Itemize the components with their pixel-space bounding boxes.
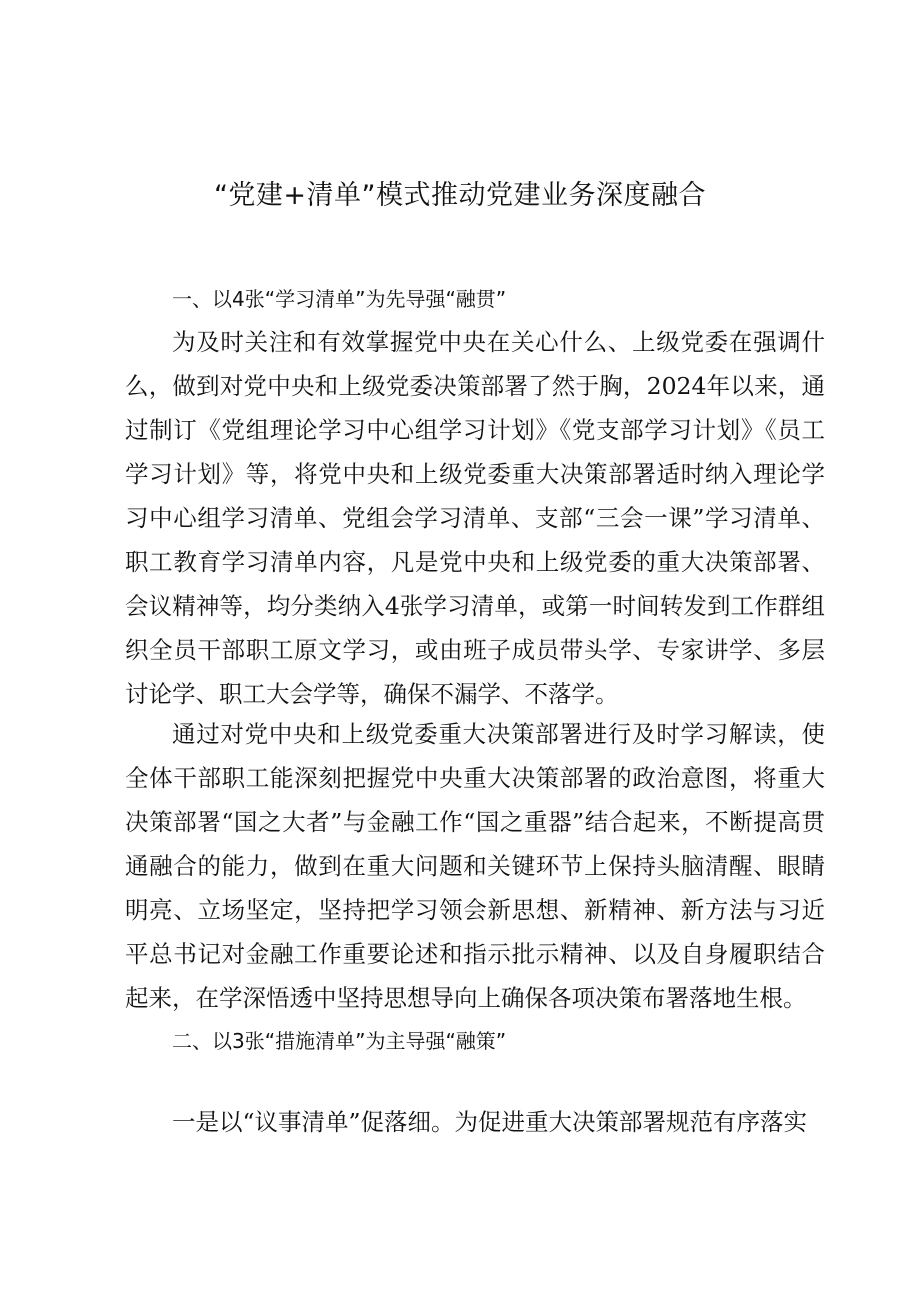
document-title: “党建+清单”模式推动党建业务深度融合 bbox=[213, 180, 707, 211]
section-1-paragraph-1: 为及时关注和有效掌握党中央在关心什么、上级党委在强调什么，做到对党中央和上级党委决策部署了然于胸，2024年以来，通过制订《党组理论学习中心组学习计划》《党支部学习计划》《员工学习计划》等，将党中央和上级党委重大决策部署适时纳入理论学习中心组学习清单、党组会学习清单、支部“三会一课”学习清单、职工教育学习清单内容，凡是党中央和上级党委的重大决策部署、会议精神等，均分类纳入4张学习清单，或第一时间转发到工作群组织全员干部职工原文学习，或由班子成员带头学、专家讲学、多层讨论学、职工大会学等，确保不漏学、不落学。 bbox=[125, 328, 825, 708]
section-heading-1: 一、以4张“学习清单”为先导强“融贯” bbox=[172, 287, 507, 311]
section-2-paragraph-1: 一是以“议事清单”促落细。为促进重大决策部署规范有序落实 bbox=[172, 1108, 808, 1136]
section-1-paragraph-2: 通过对党中央和上级党委重大决策部署进行及时学习解读，使全体干部职工能深刻把握党中央重大决策部署的政治意图，将重大决策部署“国之大者”与金融工作“国之重器”结合起来，不断提高贯通融合的能力，做到在重大问题和关键环节上保持头脑清醒、眼睛明亮、立场坚定，坚持把学习领会新思想、新精神、新方法与习近平总书记对金融工作重要论述和指示批示精神、以及自身履职结合起来，在学深悟透中坚持思想导向上确保各项决策布署落地生根。 bbox=[125, 720, 825, 1012]
section-heading-2: 二、以3张“措施清单”为主导强“融策” bbox=[172, 1029, 507, 1053]
